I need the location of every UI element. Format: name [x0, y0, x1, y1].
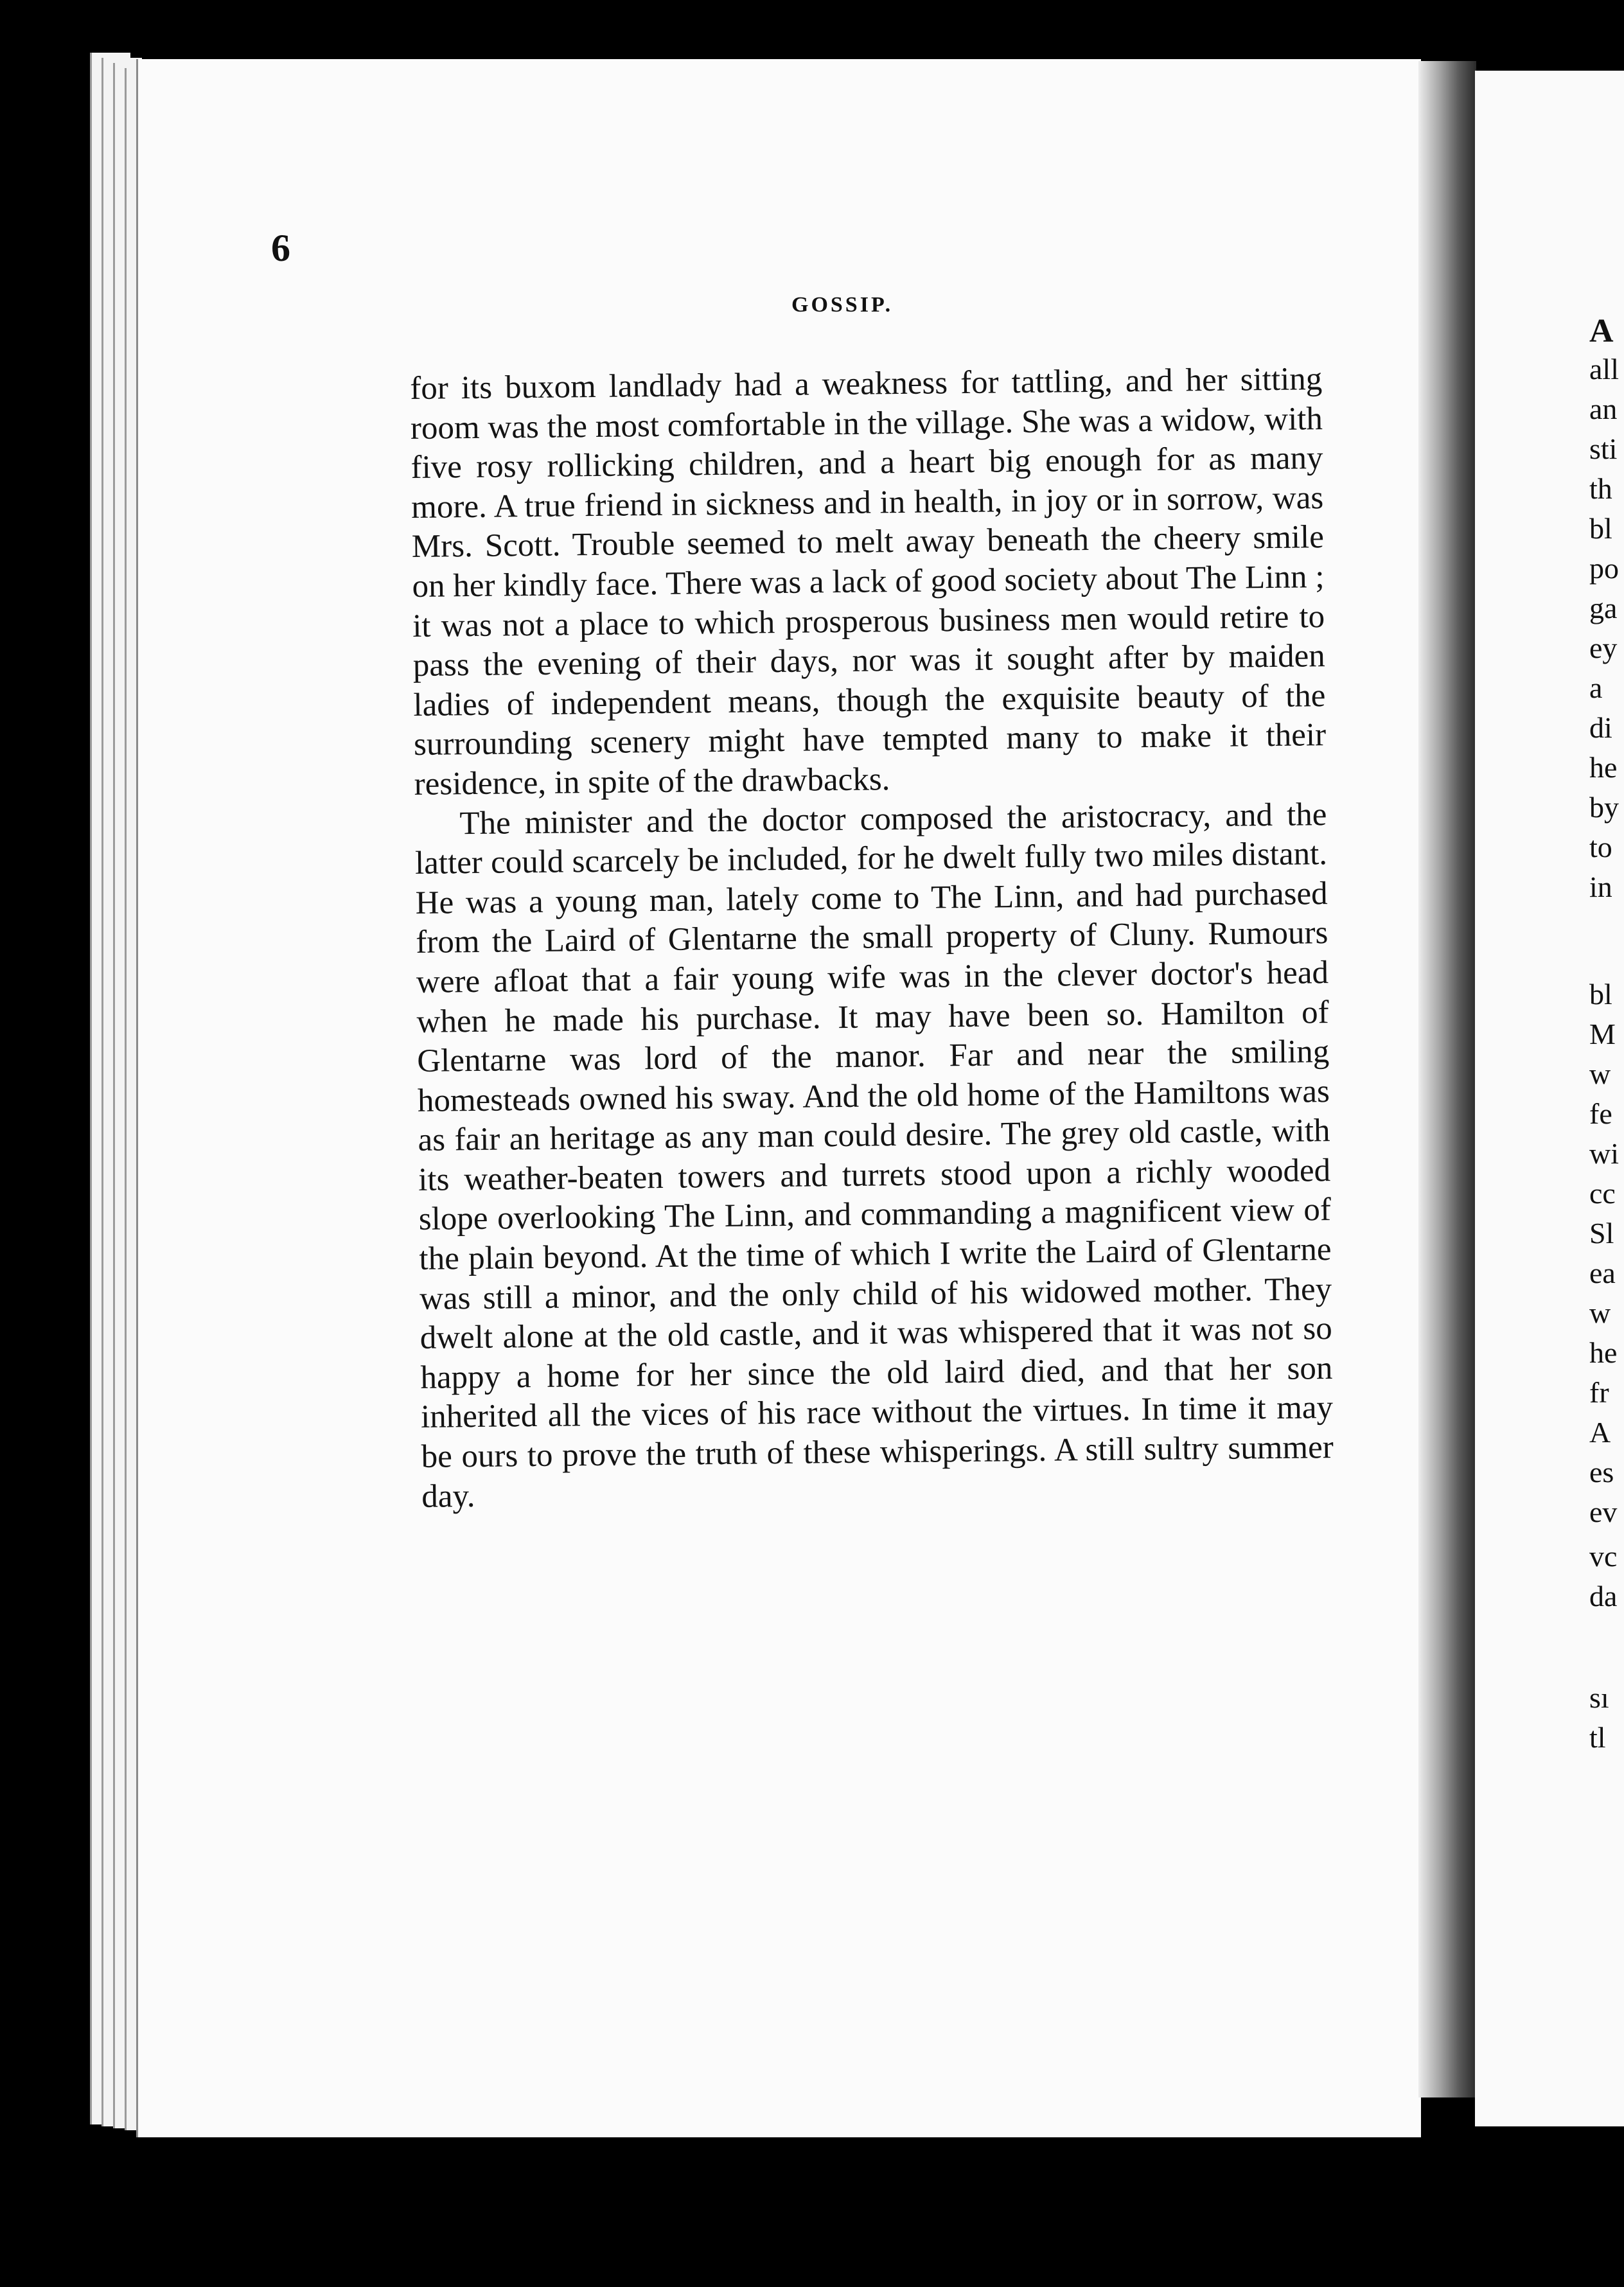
running-head: GOSSIP. [791, 293, 894, 317]
facing-page-line: tl [1589, 1721, 1606, 1754]
facing-page-line: M [1589, 1018, 1616, 1050]
facing-page-line: vc [1589, 1540, 1618, 1573]
facing-page-line: a [1589, 671, 1603, 704]
facing-page-line: an [1589, 393, 1618, 425]
facing-page-line: ev [1589, 1496, 1618, 1528]
paragraph: The minister and the doctor composed the aristocracy, and the latter could scarcely be included, for he dwelt fully two miles distant. He was a young man, lately come to The Linn, and had purchased from the Laird of Glentarne the small property of Cluny. Rumours were afloat that a fair young wife was in the clever doctor's head when he made his purchase. It may have been so. Hamilton of Glentarne was lord of the manor. Far and near the smiling homesteads owned his sway. And the old home of the Hamiltons was as fair an heritage as any man could desire. The grey old castle, with its weather-beaten towers and turrets stood upon a richly wooded slope overlooking The Linn, and commanding a magnificent view of the plain beyond. At the time of which I write the Laird of Glentarne was still a minor, and the only child of his widowed mother. They dwelt alone at the old castle, and it was whispered that it was not so happy a home for her since the old laird died, and that her son inherited all the vices of his race without the virtues. In time it may be ours to prove the truth of these whisperings. A still sultry summer day. [414, 796, 1334, 1515]
facing-page-line: po [1589, 552, 1619, 585]
body-text [410, 360, 1334, 1517]
book-gutter [1418, 61, 1476, 2097]
facing-page-line: sti [1589, 432, 1618, 465]
facing-page-line: sı [1589, 1681, 1609, 1714]
facing-page-line: wi [1589, 1137, 1619, 1170]
page-number: 6 [271, 227, 290, 269]
facing-page-line: he [1589, 751, 1618, 784]
paragraph: for its buxom landlady had a weakness for tattling, and her sitting room was the most comfortable in the village. She was a widow, with five rosy rollicking children, and a heart big enough for as many more. A true friend in sickness and in health, in joy or in sorrow, was Mrs. Scott. Trouble seemed to melt away beneath the cheery smile on her kindly face. There was a lack of good society about The Linn ; it was not a place to which prosperous business men would retire to pass the evening of their days, nor was it sought after by maiden ladies of independent means, though the exquisite beauty of the surrounding scenery might have tempted many to make it their residence, in spite of the drawbacks. [410, 361, 1327, 802]
facing-page-line: bl [1589, 512, 1612, 545]
facing-page-line: all [1589, 353, 1619, 385]
facing-page-line: da [1589, 1580, 1618, 1612]
facing-page-line: cc [1589, 1177, 1616, 1210]
facing-page-line: es [1589, 1456, 1614, 1488]
facing-page-line: w [1589, 1057, 1611, 1090]
facing-page-line: to [1589, 831, 1612, 863]
facing-page-line: w [1589, 1296, 1611, 1329]
facing-page-line: fr [1589, 1376, 1609, 1409]
facing-page-line: di [1589, 711, 1612, 744]
facing-page-line: ey [1589, 631, 1618, 664]
facing-page-line: Sl [1589, 1217, 1614, 1249]
facing-page-line: ga [1589, 592, 1618, 624]
facing-page-line: he [1589, 1336, 1618, 1369]
facing-page-line: ea [1589, 1257, 1616, 1289]
facing-page-line: fe [1589, 1097, 1612, 1130]
facing-page-line: by [1589, 791, 1619, 824]
facing-page [1475, 71, 1624, 2126]
facing-page-line: in [1589, 870, 1612, 903]
facing-page-line: A [1589, 313, 1614, 349]
facing-page-line: th [1589, 472, 1612, 505]
facing-page-line: bl [1589, 978, 1612, 1011]
facing-page-line: A [1589, 1416, 1611, 1449]
